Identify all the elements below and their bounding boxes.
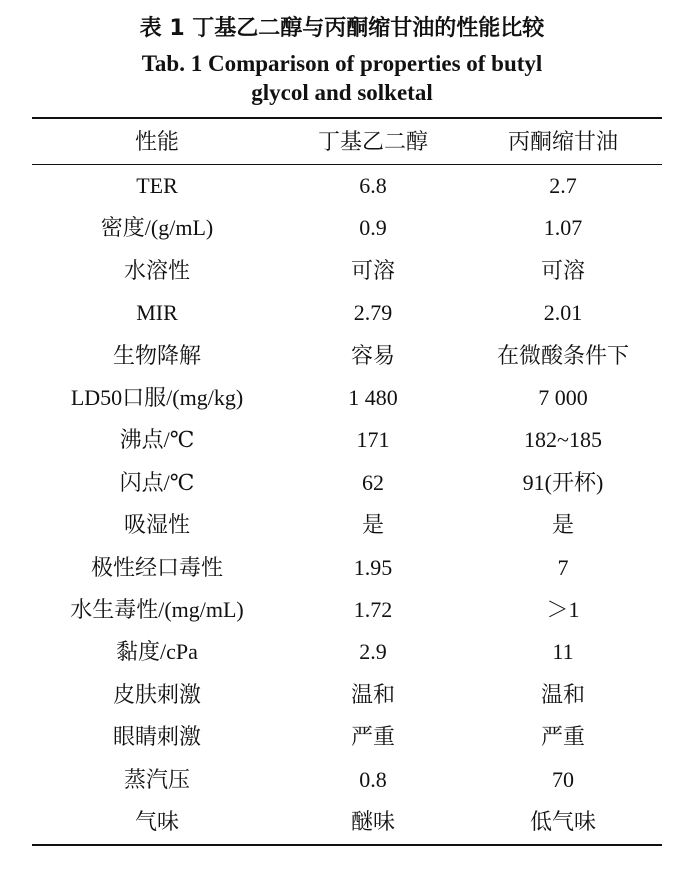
cell-butyl-glycol: 62 [362, 469, 384, 495]
cell-property: 极性经口毒性 [90, 554, 223, 580]
table-caption-chinese: 表 1 丁基乙二醇与丙酮缩甘油的性能比较 [139, 16, 545, 41]
cell-property: 吸湿性 [123, 512, 190, 538]
cell-butyl-glycol: 可溶 [350, 257, 395, 283]
table-row [32, 207, 662, 249]
cell-butyl-glycol: 171 [356, 427, 390, 453]
table-top-rule [32, 117, 662, 119]
cell-property: TER [136, 173, 178, 198]
cell-solketal: 可溶 [540, 257, 585, 283]
table-row [32, 335, 662, 377]
table-row [32, 377, 662, 419]
cell-butyl-glycol: 1.95 [353, 554, 393, 580]
cell-butyl-glycol: 醚味 [350, 809, 395, 834]
cell-solketal: ＞1 [546, 597, 580, 622]
cell-property: 闪点/℃ [119, 469, 195, 495]
table-row [32, 504, 662, 546]
cell-solketal: 在微酸条件下 [496, 342, 629, 368]
table-row [32, 759, 662, 801]
table-row [32, 589, 662, 631]
cell-solketal: 是 [551, 512, 574, 538]
cell-property: 气味 [134, 809, 179, 834]
cell-butyl-glycol: 2.9 [359, 639, 387, 665]
cell-butyl-glycol: 严重 [350, 724, 395, 750]
cell-solketal: 温和 [540, 681, 585, 707]
cell-solketal: 7 000 [538, 385, 588, 410]
header-butyl-glycol: 丁基乙二醇 [317, 129, 428, 154]
table-row [32, 631, 662, 673]
table-caption-english-line2: glycol and solketal [251, 80, 433, 105]
table-row [32, 292, 662, 334]
table-row [32, 547, 662, 589]
header-solketal: 丙酮缩甘油 [507, 129, 618, 154]
cell-property: 生物降解 [112, 342, 201, 368]
cell-property: MIR [136, 300, 178, 326]
cell-butyl-glycol: 1.72 [353, 597, 393, 622]
cell-butyl-glycol: 是 [361, 512, 384, 538]
table-row [32, 674, 662, 716]
cell-solketal: 7 [557, 554, 569, 580]
table-row [32, 801, 662, 843]
cell-butyl-glycol: 温和 [350, 681, 395, 707]
table-row [32, 165, 662, 207]
cell-property: 密度/(g/mL) [100, 215, 214, 241]
table-row [32, 419, 662, 461]
table-row [32, 716, 662, 758]
cell-property: 水溶性 [123, 257, 190, 283]
cell-butyl-glycol: 6.8 [359, 173, 387, 198]
table-row [32, 462, 662, 504]
cell-solketal: 91(开杯) [522, 469, 604, 495]
cell-property: 沸点/℃ [119, 427, 195, 453]
cell-solketal: 严重 [540, 724, 585, 750]
cell-solketal: 11 [552, 639, 574, 665]
cell-solketal: 1.07 [543, 215, 583, 241]
cell-butyl-glycol: 0.8 [359, 766, 387, 792]
table-header-row [32, 121, 662, 163]
cell-property: 蒸汽压 [123, 766, 190, 792]
cell-property: 水生毒性/(mg/mL) [70, 597, 244, 622]
cell-property: 皮肤刺激 [112, 681, 201, 707]
header-property: 性能 [134, 129, 179, 154]
cell-solketal: 2.7 [549, 173, 577, 198]
cell-property: 黏度/cPa [116, 639, 198, 665]
cell-butyl-glycol: 2.79 [353, 300, 393, 326]
cell-solketal: 182~185 [524, 427, 602, 453]
cell-solketal: 低气味 [529, 809, 596, 834]
table-caption-english-line1: Tab. 1 Comparison of properties of butyl [141, 51, 543, 76]
cell-property: LD50口服/(mg/kg) [70, 385, 244, 410]
cell-solketal: 70 [552, 766, 574, 792]
cell-butyl-glycol: 0.9 [359, 215, 387, 241]
table-row [32, 250, 662, 292]
cell-property: 眼睛刺激 [112, 724, 201, 750]
cell-butyl-glycol: 1 480 [348, 385, 398, 410]
table-bottom-rule [32, 844, 662, 846]
cell-solketal: 2.01 [543, 300, 583, 326]
cell-butyl-glycol: 容易 [350, 342, 395, 368]
